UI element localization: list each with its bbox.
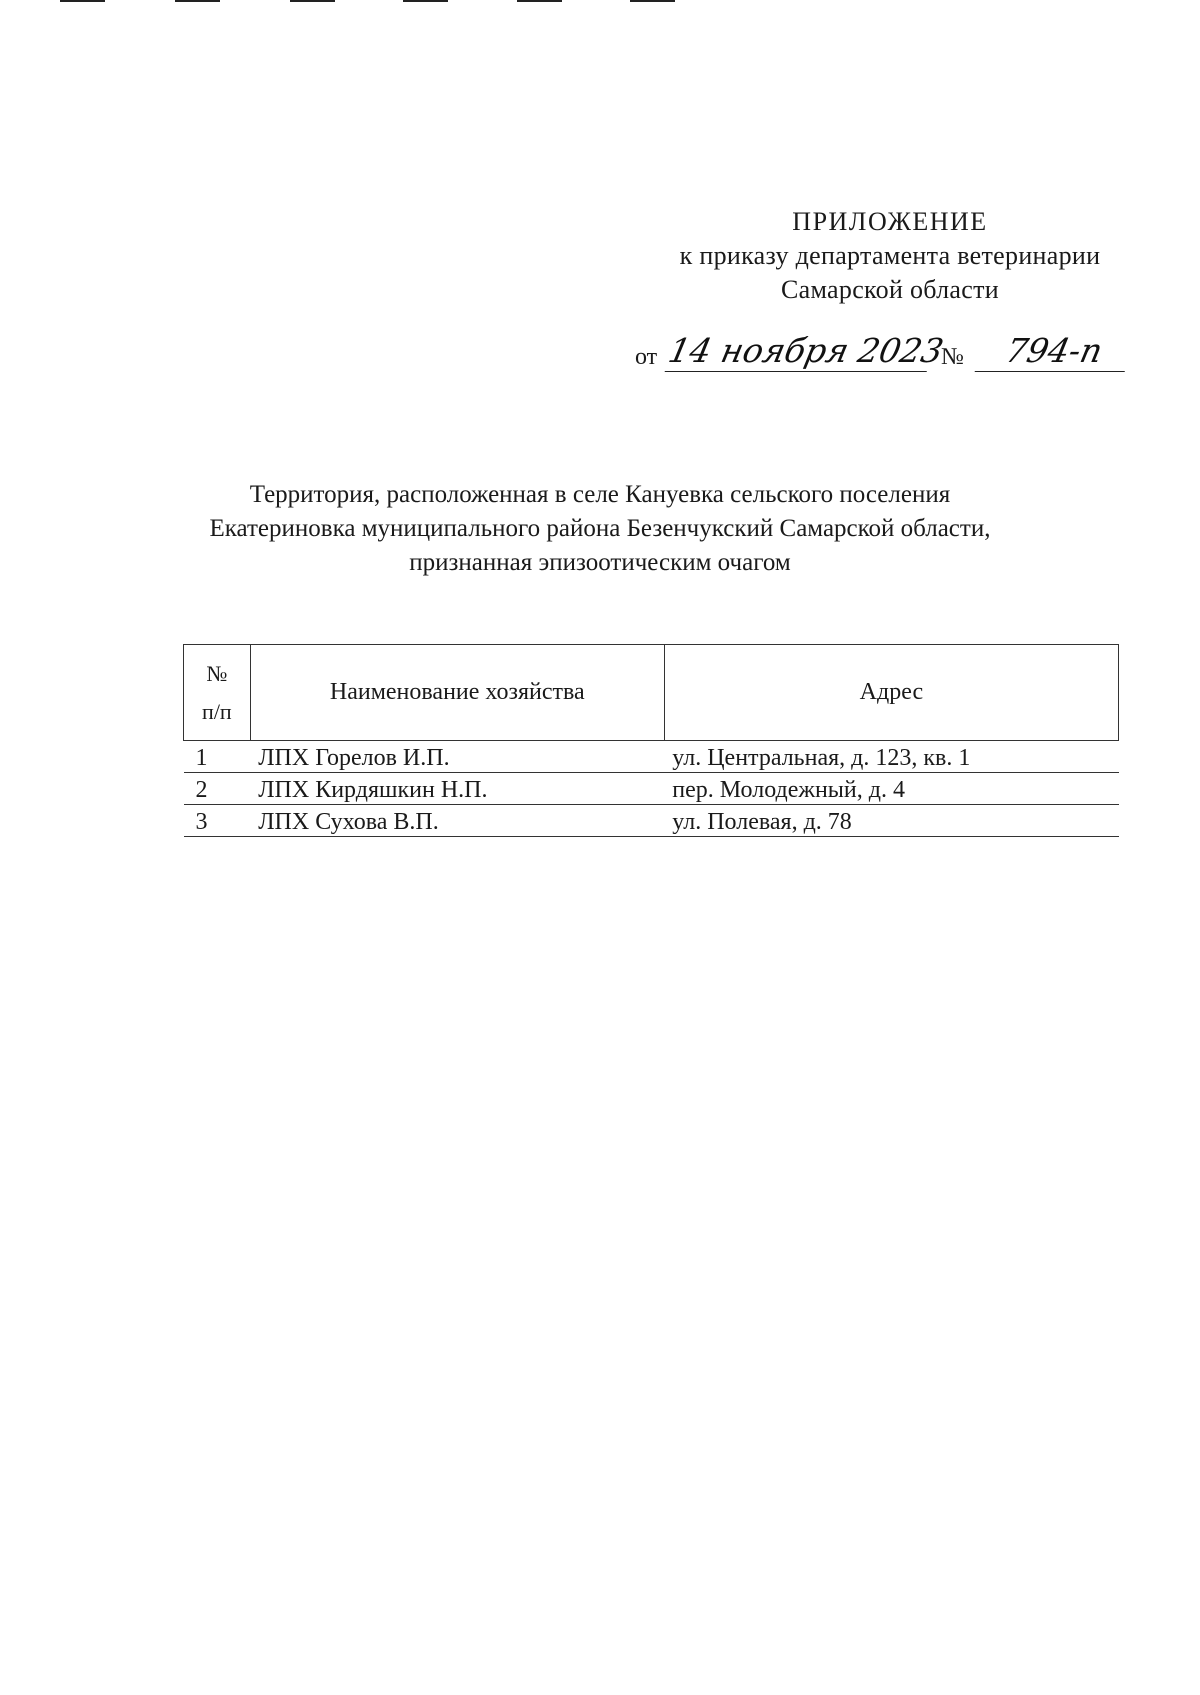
col-number-abbrev: п/п — [202, 698, 232, 724]
table-row — [184, 805, 1119, 837]
row-address: ул. Полевая, д. 78 — [664, 805, 1118, 837]
row-address: ул. Центральная, д. 123, кв. 1 — [664, 741, 1118, 773]
order-date-handwritten: 14 ноября 2023 — [665, 331, 947, 370]
appendix-header — [600, 205, 1180, 307]
title-line-3: признанная эпизоотическим очагом — [409, 549, 791, 576]
title-line-2: Екатериновка муниципального района Безенчукский Самарской области, — [209, 515, 991, 542]
order-line — [635, 330, 1195, 380]
row-household-name: ЛПХ Кирдяшкин Н.П. — [250, 773, 664, 805]
households-table — [183, 644, 1119, 837]
order-number-label: № — [941, 344, 964, 370]
row-number: 1 — [184, 741, 251, 773]
table-row — [184, 741, 1119, 773]
appendix-line-2: Самарской области — [781, 275, 999, 304]
table-header-row — [184, 645, 1119, 741]
title-line-1: Территория, расположенная в селе Кануевка сельского поселения — [249, 481, 951, 508]
order-from-label: от — [635, 344, 658, 370]
col-address-header: Адрес — [664, 645, 1118, 741]
row-household-name: ЛПХ Горелов И.П. — [250, 741, 664, 773]
row-number: 2 — [184, 773, 251, 805]
table-row — [184, 773, 1119, 805]
row-number: 3 — [184, 805, 251, 837]
top-scan-rules — [0, 0, 1200, 6]
order-number-handwritten: 794-п — [975, 331, 1134, 372]
appendix-title: ПРИЛОЖЕНИЕ — [792, 207, 988, 236]
col-number-symbol: № — [206, 660, 228, 686]
row-address: пер. Молодежный, д. 4 — [664, 773, 1118, 805]
appendix-line-1: к приказу департамента ветеринарии — [679, 241, 1101, 270]
row-household-name: ЛПХ Сухова В.П. — [250, 805, 664, 837]
col-number-header — [184, 645, 251, 741]
document-title — [150, 478, 1050, 580]
col-name-header: Наименование хозяйства — [250, 645, 664, 741]
